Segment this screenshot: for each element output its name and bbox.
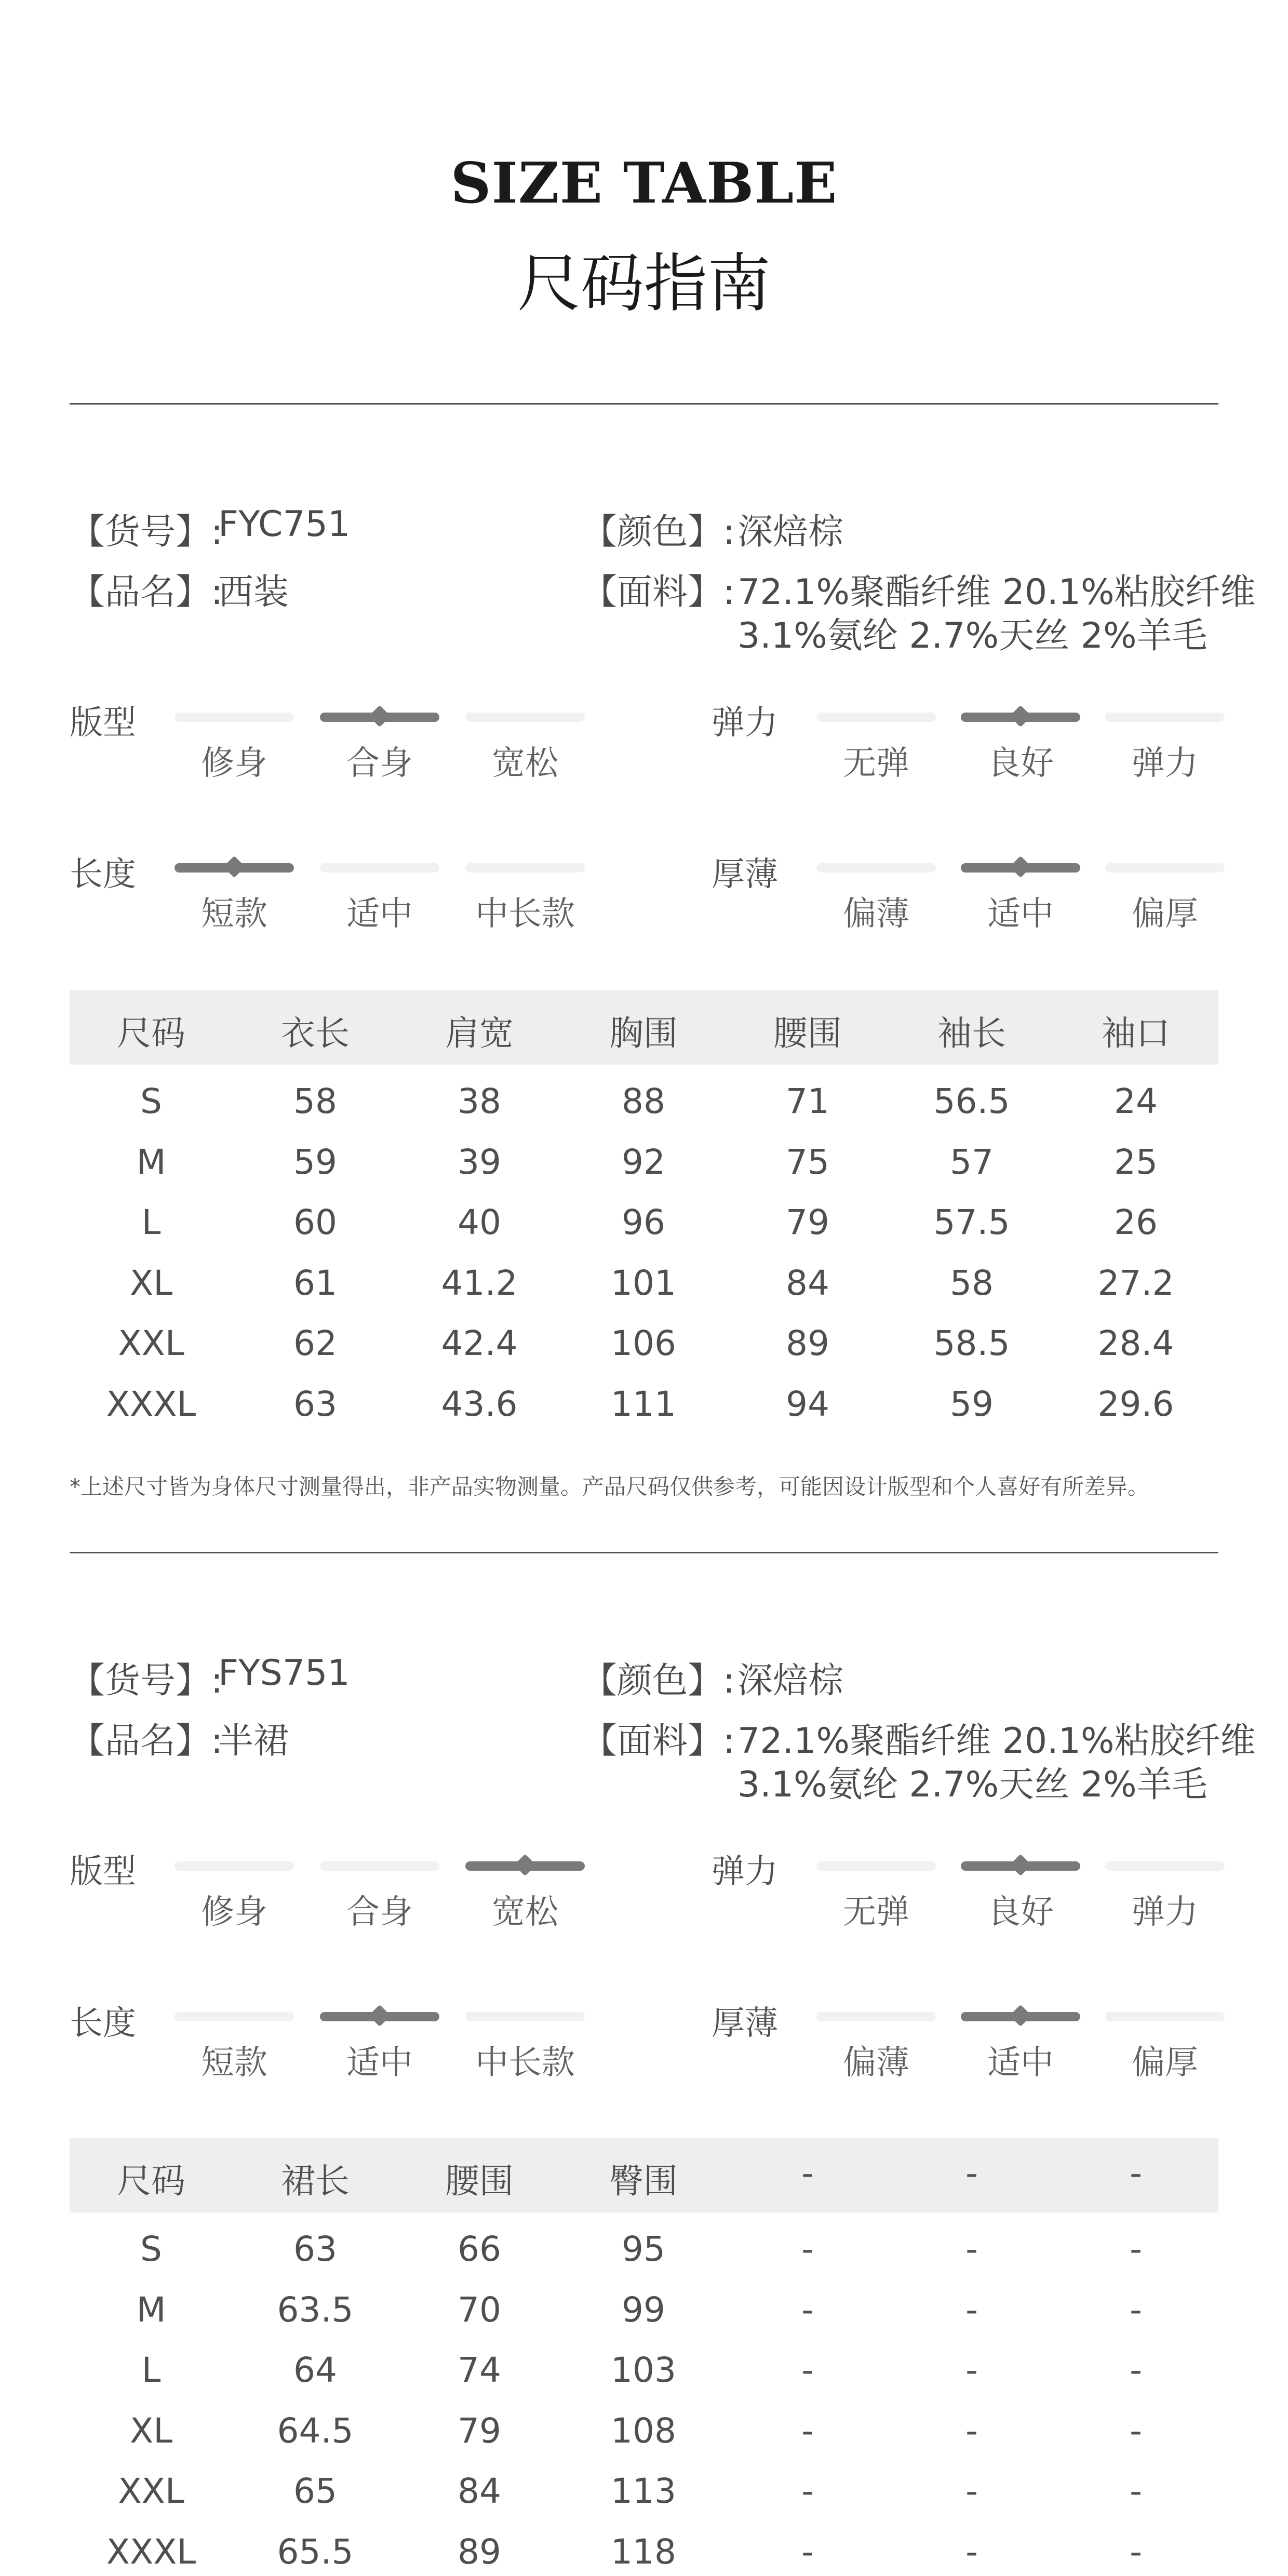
table-cell: - [1130,2229,1142,2269]
table-header-cell: 裙长 [281,2161,350,2201]
table-cell: - [965,2531,978,2572]
table-cell: 43.6 [441,1384,518,1424]
table-cell: 101 [611,1263,676,1303]
thickness-label: 厚薄 [712,855,778,894]
table-cell: 61 [293,1263,337,1303]
table-header-cell: - [801,2153,814,2193]
table-cell: XL [130,1263,172,1303]
thickness-option-0-track [816,863,936,873]
table-cell: 63 [293,1384,337,1424]
length-option-1-track [320,863,439,873]
selected-marker-icon [223,856,245,878]
table-cell: 89 [786,1323,829,1363]
table-cell: 84 [786,1263,829,1303]
table-cell: - [1130,2531,1142,2572]
name-label: 【品名】: [70,572,223,613]
thickness-option-0: 偏薄 [843,895,909,933]
fabric-line-1: 72.1%聚酯纤维 20.1%粘胶纤维 [737,572,1256,613]
selected-marker-icon [1010,856,1031,878]
elasticity-label: 弹力 [712,704,778,742]
code-value: FYS751 [218,1653,350,1694]
name-value: 西装 [218,572,289,613]
thickness-option-1: 适中 [987,895,1054,933]
table-cell: XXL [118,1323,184,1363]
thickness-option-2: 偏厚 [1132,2044,1198,2082]
table-cell: 113 [611,2471,676,2511]
table-cell: 58 [293,1081,337,1121]
code-label: 【货号】: [70,512,223,553]
table-header-cell: 臀围 [609,2161,678,2201]
table-cell: 88 [622,1081,665,1121]
fabric-label: 【面料】: [582,572,735,613]
table-cell: 25 [1114,1142,1158,1182]
table-cell: 103 [611,2350,676,2390]
table-header-cell: - [965,2153,978,2193]
divider [70,1552,1218,1553]
table-cell: 62 [293,1323,337,1363]
code-label: 【货号】: [70,1660,223,1701]
table-cell: - [965,2350,978,2390]
table-header-cell: 腰围 [773,1013,842,1053]
table-header-cell: 衣长 [281,1013,350,1053]
table-cell: - [1130,2350,1142,2390]
color-label: 【颜色】: [582,512,735,553]
table-cell: - [801,2229,814,2269]
elasticity-option-1-track [961,1861,1080,1871]
table-cell: XL [130,2410,172,2451]
length-option-2: 中长款 [475,2044,575,2082]
thickness-option-2-track [1105,2012,1225,2021]
table-cell: 94 [786,1384,829,1424]
fabric-line-1: 72.1%聚酯纤维 20.1%粘胶纤维 [737,1721,1256,1762]
length-option-2-track [465,2012,585,2021]
table-cell: 118 [611,2531,676,2572]
table-cell: 70 [458,2289,501,2330]
table-cell: XXXL [106,1384,196,1424]
table-cell: - [801,2289,814,2330]
selected-marker-icon [369,2005,391,2027]
color-value: 深焙棕 [737,1660,844,1701]
elasticity-option-1: 良好 [987,744,1054,783]
fit-option-0-track [175,1861,294,1871]
length-option-2: 中长款 [475,895,575,933]
table-header-cell: 肩宽 [445,1013,514,1053]
length-option-0-track [175,863,294,873]
table-cell: 40 [458,1202,501,1242]
length-option-2-track [465,863,585,873]
fit-option-0-track [175,713,294,722]
fabric-label: 【面料】: [582,1721,735,1762]
table-cell: 27.2 [1097,1263,1174,1303]
fit-option-2-track [465,1861,585,1871]
table-cell: 65.5 [277,2531,354,2572]
table-cell: 63.5 [277,2289,354,2330]
thickness-option-0: 偏薄 [843,2044,909,2082]
fit-option-0: 修身 [201,1893,267,1931]
elasticity-option-1: 良好 [987,1893,1054,1931]
table-cell: 79 [786,1202,829,1242]
table-header-cell: 袖口 [1102,1013,1170,1053]
fit-option-2: 宽松 [492,744,558,783]
selected-marker-icon [1010,2005,1031,2027]
length-option-1: 适中 [346,895,413,933]
table-cell: - [1130,2471,1142,2511]
table-cell: 108 [611,2410,676,2451]
table-header-cell: 袖长 [937,1013,1006,1053]
page-title-en: SIZE TABLE [450,151,838,216]
length-option-1: 适中 [346,2044,413,2082]
table-cell: 74 [458,2350,501,2390]
table-header-cell: 尺码 [117,1013,185,1053]
elasticity-option-2: 弹力 [1132,744,1198,783]
elasticity-option-2-track [1105,713,1225,722]
fit-option-1: 合身 [346,744,413,783]
table-cell: 38 [458,1081,501,1121]
table-header-cell: 胸围 [609,1013,678,1053]
table-cell: 57 [950,1142,994,1182]
table-cell: 39 [458,1142,501,1182]
table-cell: 99 [622,2289,665,2330]
fit-option-1-track [320,713,439,722]
table-cell: 75 [786,1142,829,1182]
table-cell: 26 [1114,1202,1158,1242]
elasticity-option-1-track [961,713,1080,722]
table-cell: L [141,2350,161,2390]
fabric-line-2: 3.1%氨纶 2.7%天丝 2%羊毛 [737,1764,1208,1805]
table-cell: M [136,2289,166,2330]
selected-marker-icon [1010,1854,1031,1876]
table-cell: - [965,2229,978,2269]
selected-marker-icon [514,1854,536,1876]
thickness-option-1-track [961,2012,1080,2021]
length-option-0-track [175,2012,294,2021]
table-cell: 96 [622,1202,665,1242]
table-cell: XXL [118,2471,184,2511]
table-cell: 56.5 [933,1081,1010,1121]
table-cell: 58 [950,1263,994,1303]
thickness-option-2-track [1105,863,1225,873]
table-cell: - [965,2471,978,2511]
table-cell: 57.5 [933,1202,1010,1242]
fit-option-1-track [320,1861,439,1871]
table-cell: - [801,2350,814,2390]
name-value: 半裙 [218,1721,289,1762]
table-cell: S [140,2229,162,2269]
table-cell: 41.2 [441,1263,518,1303]
table-cell: 28.4 [1097,1323,1174,1363]
selected-marker-icon [1010,705,1031,727]
elasticity-option-2: 弹力 [1132,1893,1198,1931]
name-label: 【品名】: [70,1721,223,1762]
table-cell: 95 [622,2229,665,2269]
table-cell: 63 [293,2229,337,2269]
table-cell: 42.4 [441,1323,518,1363]
elasticity-option-0: 无弹 [843,1893,909,1931]
thickness-option-0-track [816,2012,936,2021]
table-cell: 111 [611,1384,676,1424]
fit-option-1: 合身 [346,1893,413,1931]
thickness-label: 厚薄 [712,2004,778,2043]
thickness-option-1: 适中 [987,2044,1054,2082]
color-label: 【颜色】: [582,1660,735,1701]
table-cell: - [801,2471,814,2511]
table-cell: S [140,1081,162,1121]
fit-option-2: 宽松 [492,1893,558,1931]
table-cell: - [1130,2289,1142,2330]
table-cell: - [965,2410,978,2451]
table-cell: 65 [293,2471,337,2511]
table-cell: 66 [458,2229,501,2269]
elasticity-label: 弹力 [712,1853,778,1891]
selected-marker-icon [369,705,391,727]
length-option-0: 短款 [201,2044,267,2082]
table-header-cell: 尺码 [117,2161,185,2201]
table-cell: 71 [786,1081,829,1121]
thickness-option-2: 偏厚 [1132,895,1198,933]
length-label: 长度 [70,2004,136,2043]
measurement-note: *上述尺寸皆为身体尺寸测量得出，非产品实物测量。产品尺码仅供参考，可能因设计版型和个人喜好有所差异。 [70,1474,1150,1499]
elasticity-option-0-track [816,1861,936,1871]
fabric-line-2: 3.1%氨纶 2.7%天丝 2%羊毛 [737,615,1208,656]
table-header-cell: - [1130,2153,1142,2193]
table-cell: 84 [458,2471,501,2511]
fit-label: 版型 [70,1853,136,1891]
table-cell: 106 [611,1323,676,1363]
fit-option-2-track [465,713,585,722]
table-cell: 59 [293,1142,337,1182]
table-cell: 92 [622,1142,665,1182]
table-header-cell: 腰围 [445,2161,514,2201]
table-cell: 89 [458,2531,501,2572]
table-cell: - [965,2289,978,2330]
table-cell: 59 [950,1384,994,1424]
divider [70,403,1218,405]
table-cell: 58.5 [933,1323,1010,1363]
color-value: 深焙棕 [737,512,844,553]
elasticity-option-2-track [1105,1861,1225,1871]
table-cell: 79 [458,2410,501,2451]
fit-label: 版型 [70,704,136,742]
page-title-cn: 尺码指南 [517,247,771,320]
elasticity-option-0-track [816,713,936,722]
table-cell: XXXL [106,2531,196,2572]
table-cell: 24 [1114,1081,1158,1121]
table-cell: - [801,2531,814,2572]
thickness-option-1-track [961,863,1080,873]
table-cell: 29.6 [1097,1384,1174,1424]
table-cell: 64 [293,2350,337,2390]
table-cell: 64.5 [277,2410,354,2451]
length-option-1-track [320,2012,439,2021]
table-cell: M [136,1142,166,1182]
length-label: 长度 [70,855,136,894]
elasticity-option-0: 无弹 [843,744,909,783]
length-option-0: 短款 [201,895,267,933]
fit-option-0: 修身 [201,744,267,783]
code-value: FYC751 [218,504,351,545]
table-cell: - [1130,2410,1142,2451]
table-cell: 60 [293,1202,337,1242]
table-cell: L [141,1202,161,1242]
table-cell: - [801,2410,814,2451]
